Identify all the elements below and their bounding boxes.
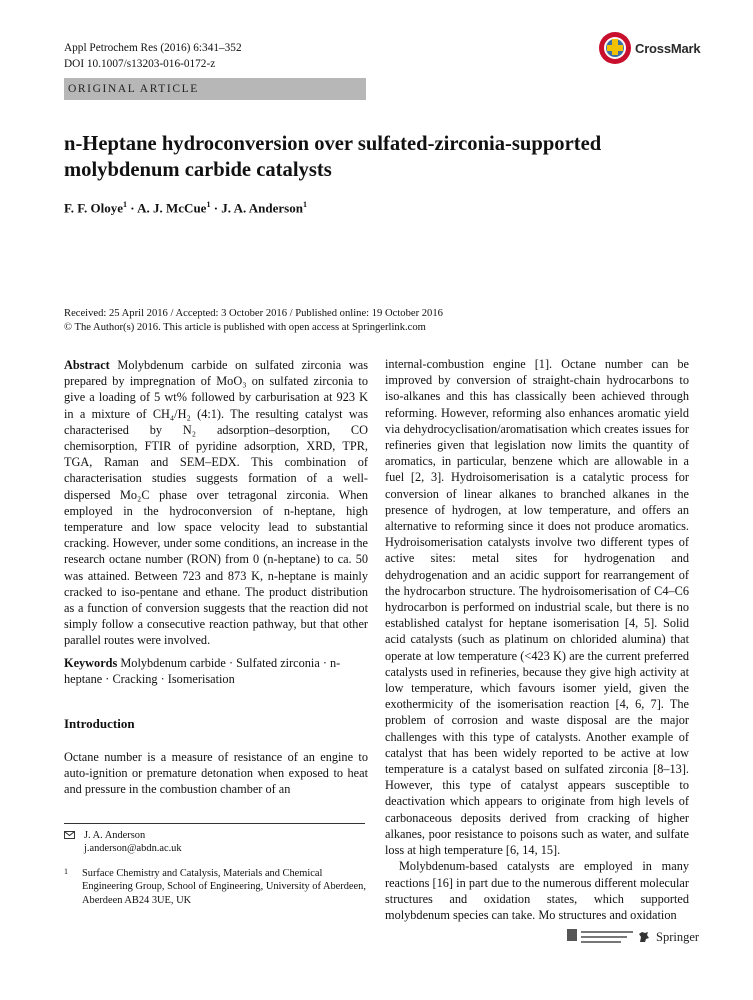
- abstract-heading: Abstract: [64, 358, 110, 372]
- springer-label: Springer: [656, 929, 700, 944]
- article-type-banner: ORIGINAL ARTICLE: [64, 78, 366, 100]
- crossmark-icon: [598, 31, 632, 65]
- body-paragraph: Molybdenum-based catalysts are employed in many reactions [16] in part due to the numerous different molecular structures and oxidation states, which supported molybdenum species can take. Mo structures and oxidation: [385, 859, 689, 922]
- crossmark-label: CrossMark: [635, 40, 701, 56]
- abstract-section: [64, 357, 368, 649]
- introduction-heading: Introduction: [64, 716, 135, 731]
- kacst-logo-icon: [565, 925, 637, 949]
- journal-citation: Appl Petrochem Res (2016) 6:341–352: [64, 42, 242, 54]
- author-separator: ·: [210, 200, 222, 216]
- affiliation-text: Surface Chemistry and Catalysis, Materials and Chemical Engineering Group, School of Engineering, University of Aberdeen, Aberdeen AB24 3UE, UK: [82, 868, 366, 906]
- keywords-section: [64, 655, 368, 687]
- crossmark-badge[interactable]: [598, 31, 700, 65]
- author-name[interactable]: J. A. Anderson: [221, 200, 303, 216]
- body-paragraph: internal-combustion engine [1]. Octane number can be improved by conversion of straight-chain hydrocarbons to iso-alkanes and this has classically been achieved through reforming. However, reforming also enhances aromatic yield via dehydrocyclisation/aromatisation which creates issues for refineries given that legislation now limits the quantity of aromatics, in particular, benzene which are allowable in a fuel [2, 3]. Hydroisomerisation is a catalytic process for conversion of linear alkanes to branched alkanes in the presence of hydrogen, at low temperature, and offers an alternative to reforming since it does not produce aromatics. Hydroisomerisation catalysts involve two different types of active sites: metal sites for hydrogenation and dehydrogenation and an acidic support for rearrangement of the hydrocarbon structure. The hydroisomerisation of C4–C6 hydrocarbon is performed on industrial scale, but there is no established catalyst for heptane isomerisation [4, 5]. Solid acid catalysts (such as platinum on chlorided alumina) that operate at low temperature (<423 K) are the current preferred catalysts used in refineries, because they give high activity at low temperature, which favours isomer yield, given the exothermicity of the isomerisation reaction [4, 6, 7]. The problem of corrosion and waste disposal are the major challenges with this type of catalysts. Another example of catalyst that has been widely reported to be active at low temperature is a catalyst based on sulfated zirconia [8–13]. However, this type of catalyst appears susceptible to deactivation which appears to originate from high levels of carbonaceous deposits derived from cracking of higher alkanes, poor resistance to poisons such as water, and sulfate loss at high temperature [6, 14, 15].: [385, 357, 689, 858]
- history-dates: Received: 25 April 2016 / Accepted: 3 October 2016 / Published online: 19 October 2016: [64, 308, 443, 319]
- author-affiliation-mark: 1: [123, 200, 127, 209]
- author-separator: ·: [127, 200, 138, 216]
- copyright-line: © The Author(s) 2016. This article is published with open access at Springerlink.com: [64, 321, 426, 333]
- corresponding-author-email[interactable]: j.anderson@abdn.ac.uk: [84, 843, 182, 855]
- publisher-logos: [565, 925, 699, 949]
- affiliation-mark: 1: [64, 867, 68, 876]
- journal-doi[interactable]: DOI 10.1007/s13203-016-0172-z: [64, 57, 216, 70]
- footnote-divider: [64, 823, 365, 824]
- keywords-text: Molybdenum carbide · Sulfated zirconia · n-heptane · Cracking · Isomerisation: [64, 656, 341, 687]
- journal-header: [64, 41, 242, 72]
- author-list: [64, 200, 307, 216]
- springer-horse-icon: [637, 930, 651, 944]
- author-affiliation-mark: 1: [206, 200, 211, 209]
- publication-dates: [64, 307, 443, 334]
- right-column-body: [385, 356, 689, 923]
- introduction-text: Octane number is a measure of resistance of an engine to auto-ignition or premature detonation when exposed to heat and pressure in the combustion chamber of an: [64, 750, 368, 797]
- abstract-text: Molybdenum carbide on sulfated zirconia was prepared by impregnation of MoO₃ on sulfated zirconia to give a loading of 5 wt% followed by carburisation at 923 K in a mixture of CH₄/H₂ (4:1). The resulting catalyst was characterised by N₂ adsorption–desorption, CO chemisorption, FTIR of pyridine adsorption, XRD, TPR, TGA, Raman and SEM–EDX. This combination of characterisation studies suggests formation of a well-dispersed Mo₂C phase over tetragonal zirconia. When employed in the hydroconversion of n-heptane, high temperature and low space velocity lead to substantial cracking. However, under some conditions, an increase in the research octane number (RON) from 0 (n-heptane) to ca. 50 was attained. Between 723 and 873 K, n-heptane is mainly cracked to iso-pentane and ethane. The product distribution as a function of conversion suggests that the reaction did not simply follow a consecutive reaction pathway, but that other parallel routes were involved.: [64, 358, 368, 648]
- article-title: n-Heptane hydroconversion over sulfated-zirconia-supported molybdenum carbide catalysts: [64, 133, 602, 181]
- author-name[interactable]: A. J. McCue: [137, 200, 207, 216]
- author-name[interactable]: F. F. Oloye: [64, 200, 123, 216]
- keywords-heading: Keywords: [64, 656, 118, 670]
- envelope-icon: [64, 831, 75, 839]
- author-affiliation-mark: 1: [302, 200, 307, 209]
- corresponding-author-name: J. A. Anderson: [84, 830, 146, 841]
